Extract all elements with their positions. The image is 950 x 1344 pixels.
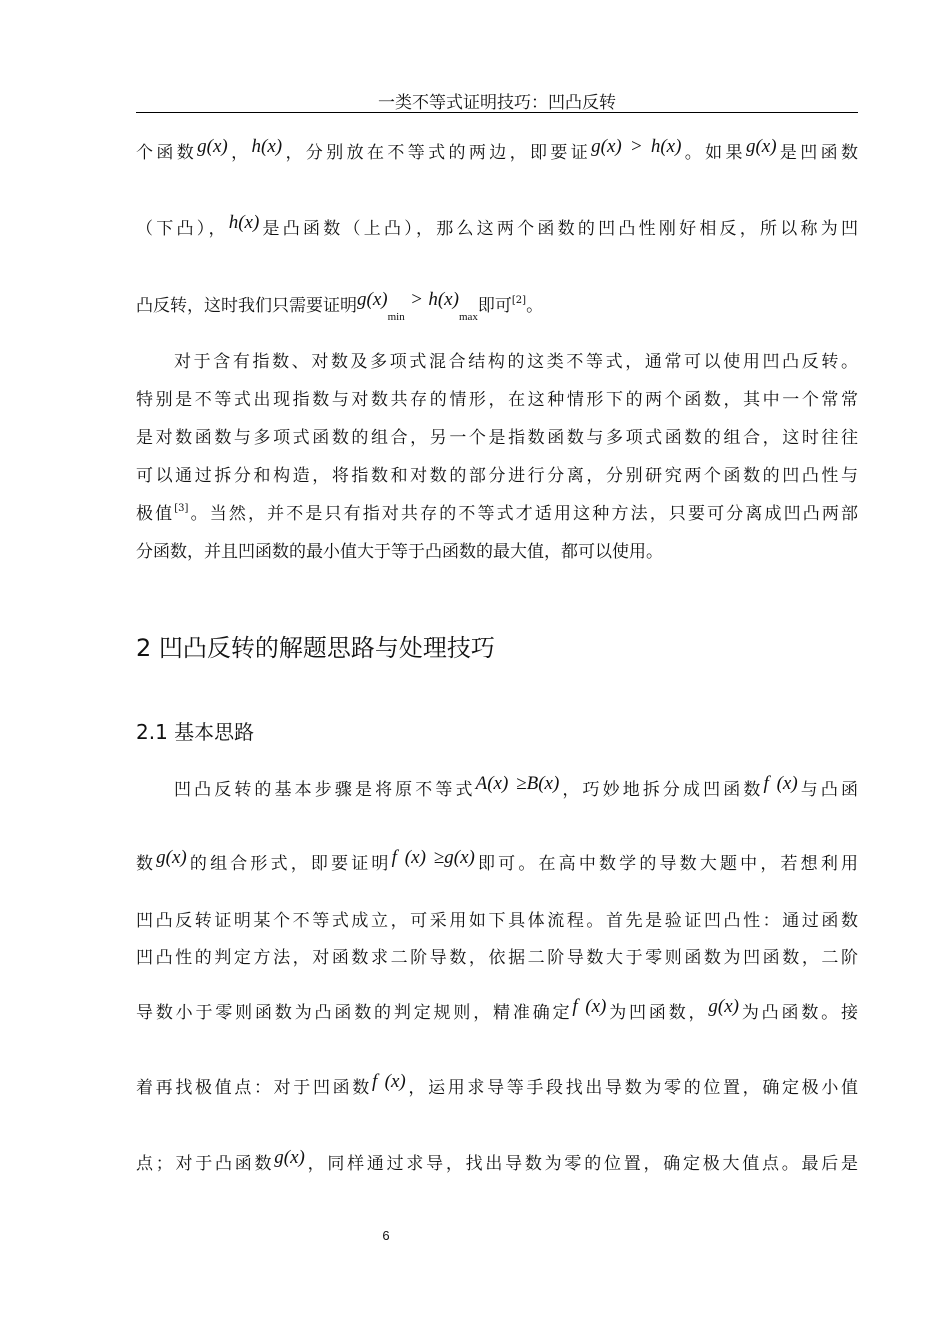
paragraph-line: 数g(x)的组合形式，即要证明f (x) ≥g(x)即可。在高中数学的导数大题中，若想利用	[136, 847, 859, 874]
paragraph-line: 特别是不等式出现指数与对数共存的情形，在这种情形下的两个函数，其中一个常常	[136, 390, 858, 410]
header-rule	[136, 112, 858, 113]
paragraph-line: 可以通过拆分和构造，将指数和对数的部分进行分离，分别研究两个函数的凹凸性与	[136, 466, 858, 486]
math-subscript-min: min	[387, 311, 405, 323]
subsection-heading: 2.1 基本思路	[136, 720, 255, 744]
citation-ref: [3]	[174, 503, 189, 514]
math-g-x: g(x)	[745, 136, 777, 157]
math-h-x: h(x)	[251, 136, 283, 157]
paragraph-line: 导数小于零则函数为凸函数的判定规则，精准确定f (x)为凹函数，g(x)为凸函数。接	[136, 996, 859, 1023]
paragraph-line: 分函数，并且凹函数的最小值大于等于凸函数的最大值，都可以使用。	[136, 542, 663, 562]
math-inequality: g(x) > h(x)	[591, 136, 682, 157]
paragraph-line: 是对数函数与多项式函数的组合，另一个是指数函数与多项式函数的组合，这时往往	[136, 428, 858, 448]
section-heading: 2 凹凸反转的解题思路与处理技巧	[136, 634, 495, 662]
math-f-x: f (x)	[572, 996, 607, 1017]
paragraph-line: 个函数g(x)，h(x)，分别放在不等式的两边，即要证g(x) > h(x)。如果g(x)是凹函数	[136, 136, 859, 163]
math-g-x: g(x)	[357, 289, 388, 310]
math-greater-than: >	[410, 289, 423, 310]
paragraph-line: 点；对于凸函数g(x)，同样通过求导，找出导数为零的位置，确定极大值点。最后是	[136, 1147, 858, 1174]
math-g-x: g(x)	[708, 996, 739, 1017]
math-f-x: f (x)	[371, 1071, 406, 1092]
math-h-x: h(x)	[428, 289, 459, 310]
math-inequality: A(x) ≥B(x)	[475, 773, 560, 794]
running-header: 一类不等式证明技巧：凹凸反转	[378, 93, 616, 113]
math-g-x: g(x)	[156, 847, 187, 868]
math-g-x: g(x)	[197, 136, 228, 157]
page-number: 6	[382, 1228, 390, 1243]
math-g-x: g(x)	[274, 1147, 305, 1168]
paragraph-line: 着再找极值点：对于凹函数f (x)，运用求导等手段找出导数为零的位置，确定极小值	[136, 1071, 859, 1098]
paragraph-line: 凹凸反转的基本步骤是将原不等式A(x) ≥B(x)，巧妙地拆分成凹函数f (x)与凸函	[174, 773, 859, 800]
math-f-x: f (x)	[763, 773, 798, 794]
math-h-x: h(x)	[228, 212, 260, 233]
paragraph-line: 凸反转，这时我们只需要证明$g(x)_{min} > h(x)_{max}$即可[2]。	[136, 289, 544, 323]
paragraph-line: 对于含有指数、对数及多项式混合结构的这类不等式，通常可以使用凹凸反转。	[174, 352, 858, 372]
paragraph-line: 凹凸反转证明某个不等式成立，可采用如下具体流程。首先是验证凹凸性：通过函数	[136, 911, 858, 931]
math-subscript-max: max	[458, 311, 478, 323]
paragraph-line: （下凸），h(x)是凸函数（上凸），那么这两个函数的凹凸性刚好相反，所以称为凹	[136, 212, 859, 239]
citation-ref: [2]	[511, 295, 527, 306]
paragraph-line: 凹凸性的判定方法，对函数求二阶导数，依据二阶导数大于零则函数为凹函数，二阶	[136, 948, 858, 968]
math-inequality: f (x) ≥g(x)	[391, 847, 475, 868]
paragraph-line: 极值[3]。当然，并不是只有指对共存的不等式才适用这种方法，只要可分离成凹凸两部	[136, 503, 859, 524]
